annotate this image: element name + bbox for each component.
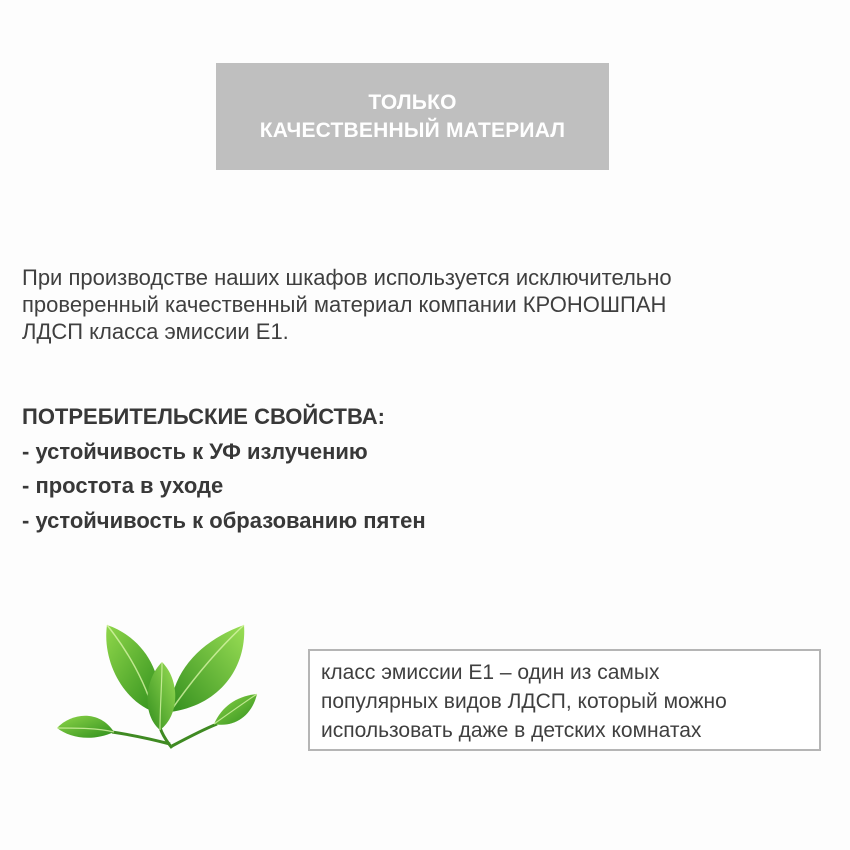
- property-item: - устойчивость к УФ излучению: [22, 438, 368, 464]
- property-item: - устойчивость к образованию пятен: [22, 507, 426, 533]
- property-item: - простота в уходе: [22, 473, 224, 498]
- consumer-properties: [22, 400, 722, 538]
- green-leaves-icon: [52, 620, 262, 760]
- leaf: [170, 625, 244, 712]
- intro-line: ЛДСП класса эмиссии Е1.: [22, 319, 289, 344]
- properties-heading: ПОТРЕБИТЕЛЬСКИЕ СВОЙСТВА:: [22, 404, 385, 429]
- note-line: класс эмиссии Е1 – один из самых: [321, 661, 660, 684]
- note-line: популярных видов ЛДСП, который можно: [321, 690, 727, 713]
- leaf-stem: [172, 724, 217, 746]
- title-line-2: КАЧЕСТВЕННЫЙ МАТЕРИАЛ: [259, 118, 566, 142]
- intro-paragraph: [22, 264, 830, 345]
- emission-class-note: [308, 649, 821, 751]
- title-banner: [216, 63, 609, 170]
- intro-line: проверенный качественный материал компании КРОНОШПАН: [22, 292, 667, 317]
- note-line: использовать даже в детских комнатах: [321, 719, 702, 742]
- intro-line: При производстве наших шкафов используется исключительно: [22, 265, 672, 290]
- leaf: [57, 716, 114, 738]
- title-line-1: ТОЛЬКО: [368, 90, 457, 114]
